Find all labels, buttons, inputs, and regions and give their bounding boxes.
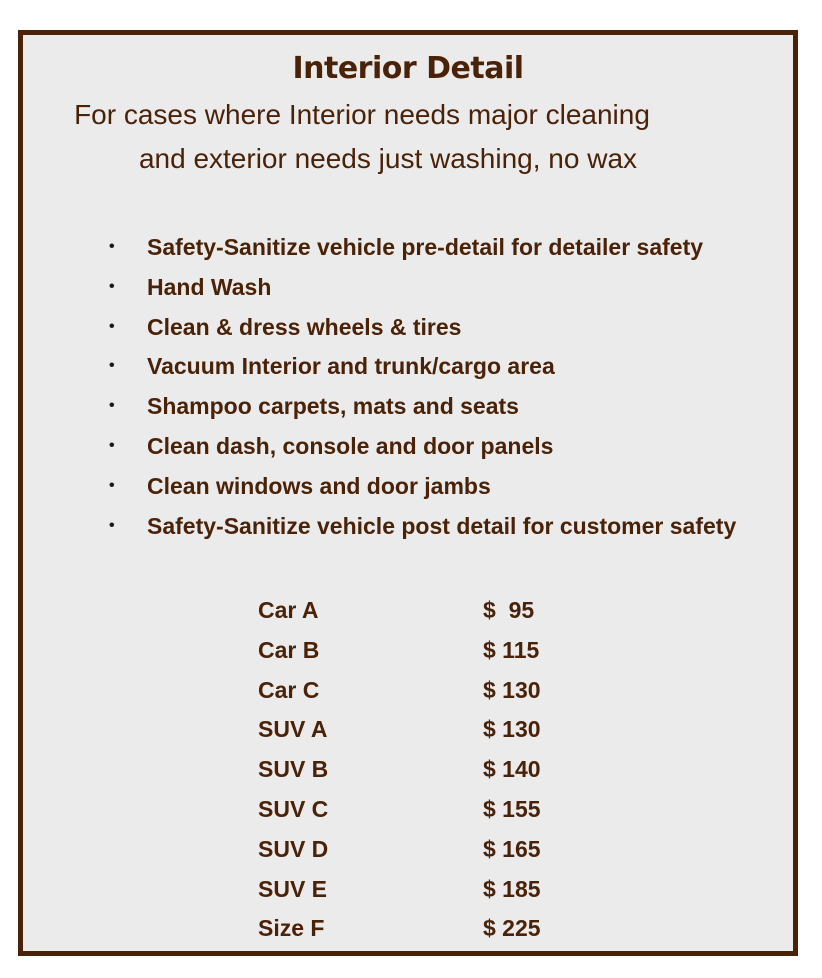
feature-text: Safety-Sanitize vehicle pre-detail for detailer safety <box>147 234 704 260</box>
vehicle-size: Size F <box>258 915 325 942</box>
vehicle-size: SUV C <box>258 795 329 822</box>
list-item <box>105 271 736 311</box>
list-item <box>105 390 736 430</box>
vehicle-size: Car B <box>258 636 320 663</box>
list-item <box>105 430 736 470</box>
table-row <box>258 792 618 832</box>
table-row <box>258 712 618 752</box>
price-value: $ 140 <box>483 756 541 783</box>
list-item <box>105 470 736 510</box>
price-value: $ 115 <box>483 636 540 663</box>
price-value: $ 185 <box>483 875 541 902</box>
table-row <box>258 832 618 872</box>
feature-text: Clean dash, console and door panels <box>147 432 554 459</box>
bullet-icon: • <box>109 277 115 295</box>
list-item <box>105 311 736 351</box>
vehicle-size: Car A <box>258 597 319 623</box>
bullet-icon: • <box>109 397 115 415</box>
price-value: $ 225 <box>483 915 541 942</box>
list-item <box>105 350 736 390</box>
vehicle-size: Car C <box>258 676 320 703</box>
price-value: $ 155 <box>483 795 541 822</box>
feature-text: Safety-Sanitize vehicle post detail for customer safety <box>147 512 737 539</box>
bullet-icon: • <box>109 476 115 494</box>
bullet-icon: • <box>109 357 115 375</box>
bullet-icon: • <box>109 238 115 255</box>
vehicle-size: SUV E <box>258 875 328 902</box>
feature-list <box>105 231 736 549</box>
table-row <box>258 752 618 792</box>
table-row <box>258 633 618 673</box>
feature-text: Clean & dress wheels & tires <box>147 313 462 340</box>
vehicle-size: SUV A <box>258 716 328 743</box>
table-row <box>258 593 618 633</box>
feature-text: Clean windows and door jambs <box>147 472 491 499</box>
page-title: Interior Detail <box>292 51 524 86</box>
vehicle-size: SUV B <box>258 756 329 783</box>
feature-text: Shampoo carpets, mats and seats <box>147 393 519 420</box>
price-table <box>258 593 618 951</box>
feature-text: Hand Wash <box>147 273 272 300</box>
vehicle-size: SUV D <box>258 835 329 862</box>
table-row <box>258 872 618 912</box>
table-row <box>258 911 618 951</box>
bullet-icon: • <box>109 317 115 335</box>
subtitle-line-1: For cases where Interior needs major cleaning <box>74 99 650 130</box>
price-value: $ 130 <box>483 676 541 703</box>
interior-detail-card <box>18 30 798 956</box>
price-value: $ 165 <box>483 835 541 862</box>
price-value: $ 95 <box>483 597 535 623</box>
subtitle-line-2: and exterior needs just washing, no wax <box>138 143 638 174</box>
price-value: $ 130 <box>483 716 541 743</box>
feature-text: Vacuum Interior and trunk/cargo area <box>147 353 555 380</box>
table-row <box>258 673 618 713</box>
list-item <box>105 231 736 271</box>
list-item <box>105 510 736 550</box>
bullet-icon: • <box>109 516 115 534</box>
bullet-icon: • <box>109 436 115 454</box>
